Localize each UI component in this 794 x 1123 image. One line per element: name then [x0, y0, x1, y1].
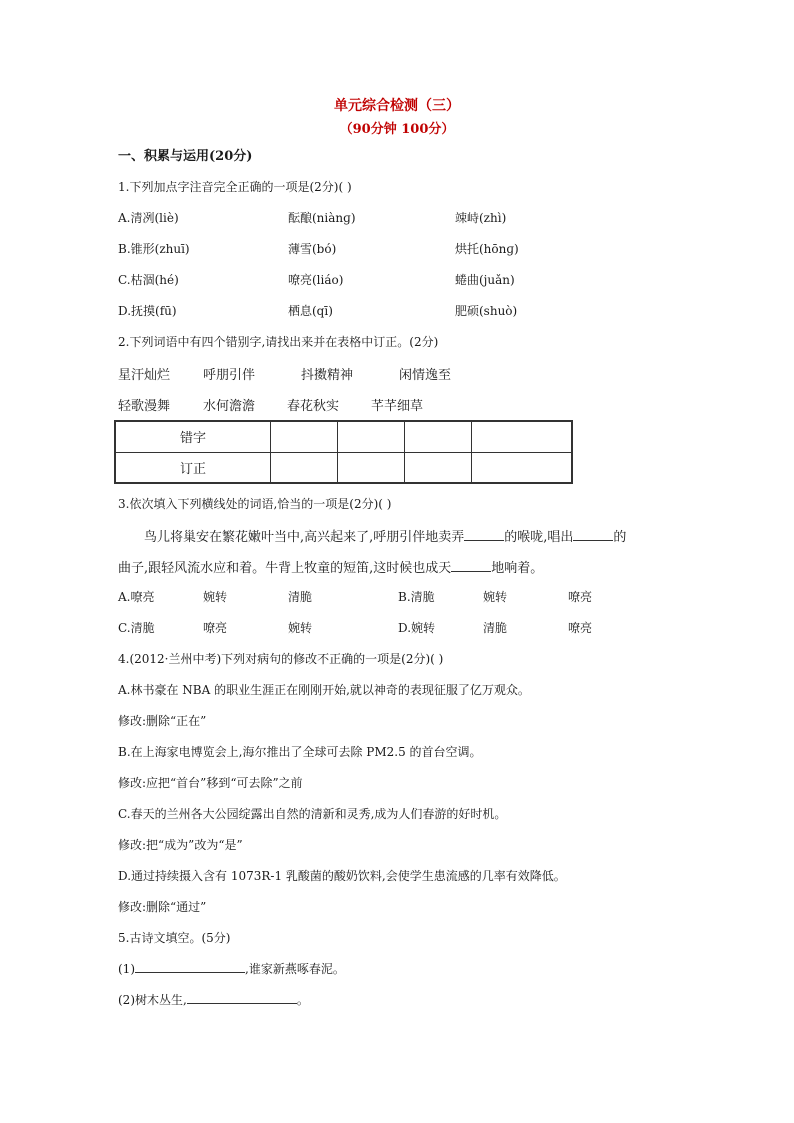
q3-option: C.清脆: [118, 621, 155, 635]
table-cell[interactable]: [472, 452, 573, 483]
q3-option: 嘹亮: [568, 590, 593, 604]
q1-option-b1: B.锥形(zhuī): [118, 242, 190, 256]
q3-passage-line2: 曲子,跟轻风流水应和着。牛背上牧童的短笛,这时候也成天 地响着。: [118, 561, 544, 576]
question-2-stem: 2.下列词语中有四个错别字,请找出来并在表格中订正。(2分): [118, 335, 439, 349]
table-cell[interactable]: [405, 452, 472, 483]
blank-line[interactable]: [135, 960, 245, 973]
q3-option: 嘹亮: [568, 621, 593, 635]
q3-option: 婉转: [203, 590, 228, 604]
q1-option-c1: C.枯涸(hé): [118, 273, 179, 287]
page-subtitle: （90分钟 100分）: [339, 122, 455, 137]
q3-option: 嘹亮: [203, 621, 228, 635]
q3-option: A.嘹亮: [118, 590, 155, 604]
q1-option-d3: 肥硕(shuò): [455, 304, 518, 318]
q4-line: A.林书豪在 NBA 的职业生涯正在刚刚开始,就以神奇的表现征服了亿万观众。: [118, 683, 530, 697]
table-row: [115, 421, 572, 452]
blank-line[interactable]: [187, 991, 297, 1004]
q1-option-a3: 竦峙(zhì): [455, 211, 507, 225]
table-cell[interactable]: [338, 421, 405, 452]
q1-option-c2: 嘹亮(liáo): [288, 273, 344, 287]
question-5-stem: 5.古诗文填空。(5分): [118, 931, 231, 945]
q3-option: 清脆: [288, 590, 313, 604]
q3-option: 清脆: [483, 621, 508, 635]
q1-option-d2: 栖息(qī): [288, 304, 333, 318]
blank-line[interactable]: [464, 528, 504, 541]
question-4-stem: 4.(2012·兰州中考)下列对病句的修改不正确的一项是(2分)( ): [118, 652, 444, 666]
q3-option: 婉转: [288, 621, 313, 635]
q4-line: 修改:删除“通过”: [118, 900, 207, 914]
blank-line[interactable]: [451, 559, 491, 572]
q4-line: D.通过持续摄入含有 1073R-1 乳酸菌的酸奶饮料,会使学生患流感的几率有效降低。: [118, 869, 566, 883]
question-3-stem: 3.依次填入下列横线处的词语,恰当的一项是(2分)( ): [118, 497, 392, 511]
q1-option-b3: 烘托(hōnɡ): [455, 242, 519, 256]
q5-line-2: (2)树木丛生, 。: [118, 993, 309, 1007]
q3-option: D.婉转: [398, 621, 436, 635]
q2-word: 轻歌漫舞: [118, 399, 171, 414]
q3-option: 婉转: [483, 590, 508, 604]
question-1-stem: 1.下列加点字注音完全正确的一项是(2分)( ): [118, 180, 352, 194]
q2-word: 呼朋引伴: [203, 368, 256, 383]
table-cell[interactable]: [271, 421, 338, 452]
q5-line-1: (1) ,谁家新燕啄春泥。: [118, 962, 345, 976]
table-label-wrong: 错字: [115, 421, 271, 452]
q2-word: 春花秋实: [287, 399, 340, 414]
q2-word: 水何澹澹: [203, 399, 256, 414]
q4-line: 修改:删除“正在”: [118, 714, 207, 728]
q1-option-a2: 酝酿(niànɡ): [288, 211, 356, 225]
q4-line: 修改:应把“首台”移到“可去除”之前: [118, 776, 303, 790]
q1-option-b2: 薄雪(bó): [288, 242, 337, 256]
table-cell[interactable]: [472, 421, 573, 452]
q4-line: C.春天的兰州各大公园绽露出自然的清新和灵秀,成为人们春游的好时机。: [118, 807, 507, 821]
q4-line: 修改:把“成为”改为“是”: [118, 838, 243, 852]
q1-option-a1: A.清冽(liè): [118, 211, 179, 225]
table-cell[interactable]: [405, 421, 472, 452]
q2-word: 星汗灿烂: [118, 368, 171, 383]
table-cell[interactable]: [338, 452, 405, 483]
section-heading: 一、积累与运用(20分): [118, 149, 253, 164]
q3-passage-line1: 鸟儿将巢安在繁花嫩叶当中,高兴起来了,呼朋引伴地卖弄 的喉咙,唱出 的: [144, 530, 627, 545]
blank-line[interactable]: [573, 528, 613, 541]
q2-word: 抖擞精神: [301, 368, 354, 383]
q3-option: B.清脆: [398, 590, 435, 604]
page-title: 单元综合检测（三）: [334, 98, 460, 114]
table-label-correct: 订正: [115, 452, 271, 483]
table-cell[interactable]: [271, 452, 338, 483]
q2-word: 芊芊细草: [371, 399, 424, 414]
q1-option-d1: D.抚摸(fū): [118, 304, 177, 318]
q4-line: B.在上海家电博览会上,海尔推出了全球可去除 PM2.5 的首台空调。: [118, 745, 482, 759]
correction-table: [114, 420, 573, 484]
table-row: [115, 452, 572, 483]
q2-word: 闲情逸至: [399, 368, 452, 383]
q1-option-c3: 蜷曲(juǎn): [455, 273, 515, 287]
